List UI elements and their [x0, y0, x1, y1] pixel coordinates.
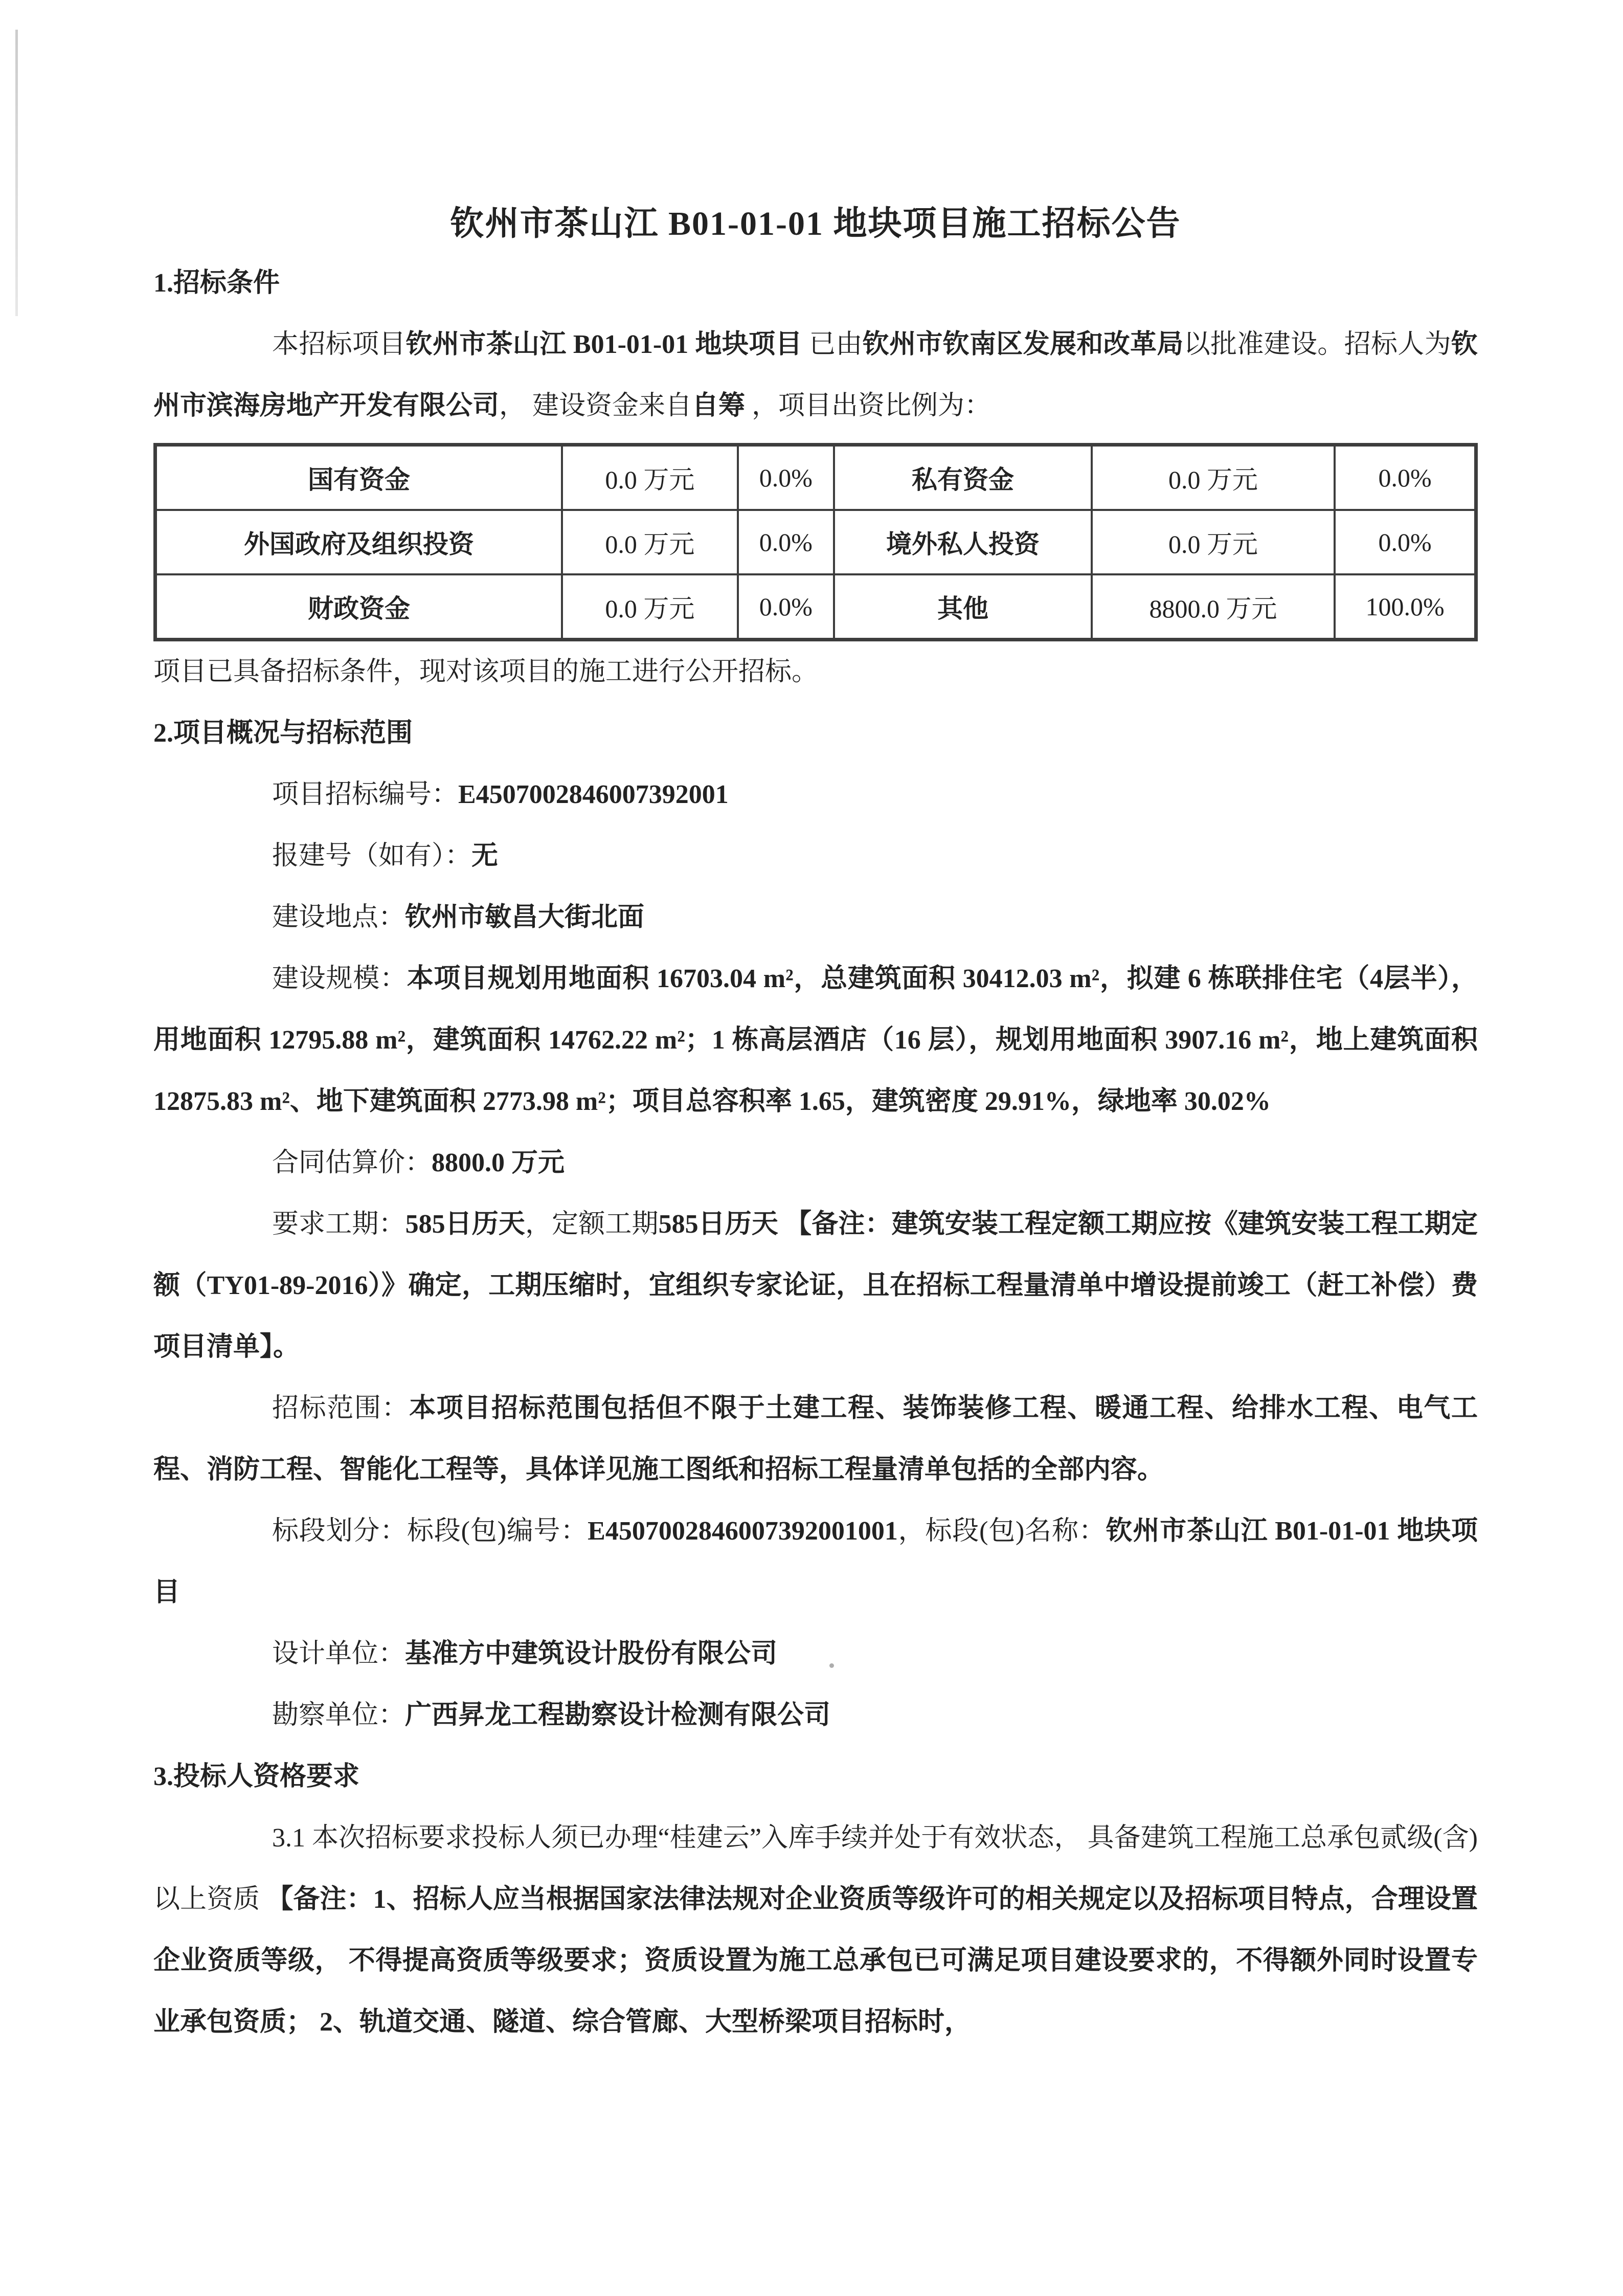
bold-text-run: 钦州市钦南区发展和改革局 [862, 330, 1184, 359]
bold-text-run: E4507002846007392001 [458, 780, 729, 809]
text-run: 勘察单位： [272, 1701, 405, 1730]
funding-value-cell: 0.0% [1335, 445, 1476, 510]
funding-category-cell: 境外私人投资 [834, 510, 1092, 574]
construction-scale [153, 948, 1478, 1132]
funding-ratio-table [153, 443, 1478, 641]
text-run: 招标范围： [272, 1394, 410, 1423]
funding-value-cell: 0.0 万元 [562, 574, 738, 640]
text-run: 标段划分：标段(包)编号： [272, 1517, 588, 1546]
document-title: 钦州市茶山江 B01-01-01 地块项目施工招标公告 [450, 205, 1181, 242]
funding-category-cell: 外国政府及组织投资 [155, 510, 562, 574]
funding-table-row [155, 574, 1476, 640]
bold-text-run: 基准方中建筑设计股份有限公司 [405, 1639, 778, 1668]
funding-category-cell: 财政资金 [155, 574, 562, 640]
funding-value-cell: 0.0% [738, 574, 835, 640]
tender-ready-note: 项目已具备招标条件，现对该项目的施工进行公开招标。 [153, 657, 819, 686]
bold-text-run: 钦州市茶山江 B01-01-01 地块项目 [153, 1517, 1478, 1607]
funding-value-cell: 0.0 万元 [562, 510, 738, 574]
bold-text-run: E4507002846007392001001 [588, 1517, 898, 1546]
text-run: 设计单位： [272, 1639, 405, 1668]
construction-location [153, 887, 1478, 948]
bold-text-run: 8800.0 万元 [432, 1148, 565, 1177]
funding-category-cell: 国有资金 [155, 445, 562, 510]
section2-heading: 2.项目概况与招标范围 [153, 719, 413, 748]
design-unit [153, 1623, 1478, 1685]
bold-text-run: 本项目招标范围包括但不限于土建工程、装饰装修工程、暖通工程、给排水工程、电气工程、消防工程、智能化工程等，具体详见施工图纸和招标工程量清单包括的全部内容。 [153, 1394, 1478, 1484]
scan-artifact-left-edge [15, 30, 18, 316]
funding-table-row [155, 510, 1476, 574]
text-run: 3.1 本次招标要求投标人须已办理“桂建云”入库手续并处于有效状态， 具备建筑工程施工总承包贰级(含)以上资质 [153, 1823, 1478, 1914]
funding-category-cell: 其他 [834, 574, 1092, 640]
funding-value-cell: 100.0% [1335, 574, 1476, 640]
text-run: 建设地点： [272, 903, 405, 932]
bold-text-run: 本项目规划用地面积 16703.04 m²，总建筑面积 30412.03 m²，拟建 6 栋联排住宅（4层半），用地面积 12795.88 m²，建筑面积 14762.22 m²；1 栋高层酒店（16 层），规划用地面积 3907.16 m²，地上建筑面积 12875.83 m²、地下建筑面积 2773.98 m²；项目总容积率 1.65，建筑密度 29.91%，绿地率 30.02% [153, 964, 1478, 1116]
section3-heading: 3.投标人资格要求 [153, 1762, 360, 1791]
contract-estimate-price [153, 1132, 1478, 1194]
bold-text-run: 无 [471, 841, 499, 871]
text-run: 以批准建设。招标人为 [1183, 330, 1451, 359]
funding-value-cell: 0.0% [738, 510, 835, 574]
text-run: ，标段(包)名称： [897, 1517, 1106, 1546]
funding-value-cell: 0.0 万元 [1092, 510, 1335, 574]
text-run: ，项目出资比例为： [745, 391, 991, 420]
bold-text-run: 585日历天 [658, 1210, 779, 1239]
funding-value-cell: 0.0 万元 [562, 445, 738, 510]
lot-division [153, 1501, 1478, 1623]
section1-heading: 1.招标条件 [153, 269, 280, 298]
bold-text-run: 钦州市茶山江 B01-01-01 地块项目 [405, 330, 802, 359]
funding-value-cell: 0.0% [1335, 510, 1476, 574]
funding-table-row [155, 445, 1476, 510]
bold-text-run: 【备注：1、招标人应当根据国家法律法规对企业资质等级许可的相关规定以及招标项目特点，合理设置企业资质等级， 不得提高资质等级要求；资质设置为施工总承包已可满足项目建设要求的，不得额外同时设置专业承包资质； 2、轨道交通、隧道、综合管廊、大型桥梁项目招标时， [153, 1885, 1478, 2037]
text-run: 项目招标编号： [272, 780, 459, 809]
document-content [153, 198, 1478, 2053]
filing-number [153, 826, 1478, 887]
survey-unit [153, 1685, 1478, 1746]
text-run: 建设规模： [272, 964, 407, 993]
bold-text-run: 585日历天 [405, 1210, 526, 1239]
text-run: ，定额工期 [525, 1210, 659, 1239]
bold-text-run: 钦州市滨海房地产开发有限公司 [153, 330, 1478, 420]
section1-intro-paragraph [153, 314, 1478, 437]
text-run: 要求工期： [272, 1210, 405, 1239]
project-tender-number [153, 764, 1478, 826]
funding-value-cell: 8800.0 万元 [1092, 574, 1335, 640]
funding-value-cell: 0.0 万元 [1092, 445, 1335, 510]
bold-text-run: 自筹 [692, 391, 746, 420]
clause-3-1 [153, 1808, 1478, 2053]
bold-text-run: 钦州市敏昌大街北面 [405, 903, 645, 932]
text-run: 合同估算价： [272, 1148, 432, 1177]
bold-text-run: 广西昇龙工程勘察设计检测有限公司 [405, 1701, 831, 1730]
tender-scope [153, 1378, 1478, 1501]
funding-table-body [155, 445, 1476, 640]
bold-text-run: 【备注：建筑安装工程定额工期应按《建筑安装工程工期定额（TY01-89-2016）》确定，工期压缩时，宜组织专家论证，且在招标工程量清单中增设提前竣工（赶工补偿）费项目清单】。 [153, 1210, 1478, 1362]
text-run: 已由 [802, 330, 863, 359]
funding-value-cell: 0.0% [738, 445, 835, 510]
text-run: 本招标项目 [272, 330, 406, 359]
text-run: ， 建设资金来自 [499, 391, 692, 420]
required-duration [153, 1194, 1478, 1378]
text-run: 报建号（如有）： [272, 841, 472, 871]
funding-category-cell: 私有资金 [834, 445, 1092, 510]
